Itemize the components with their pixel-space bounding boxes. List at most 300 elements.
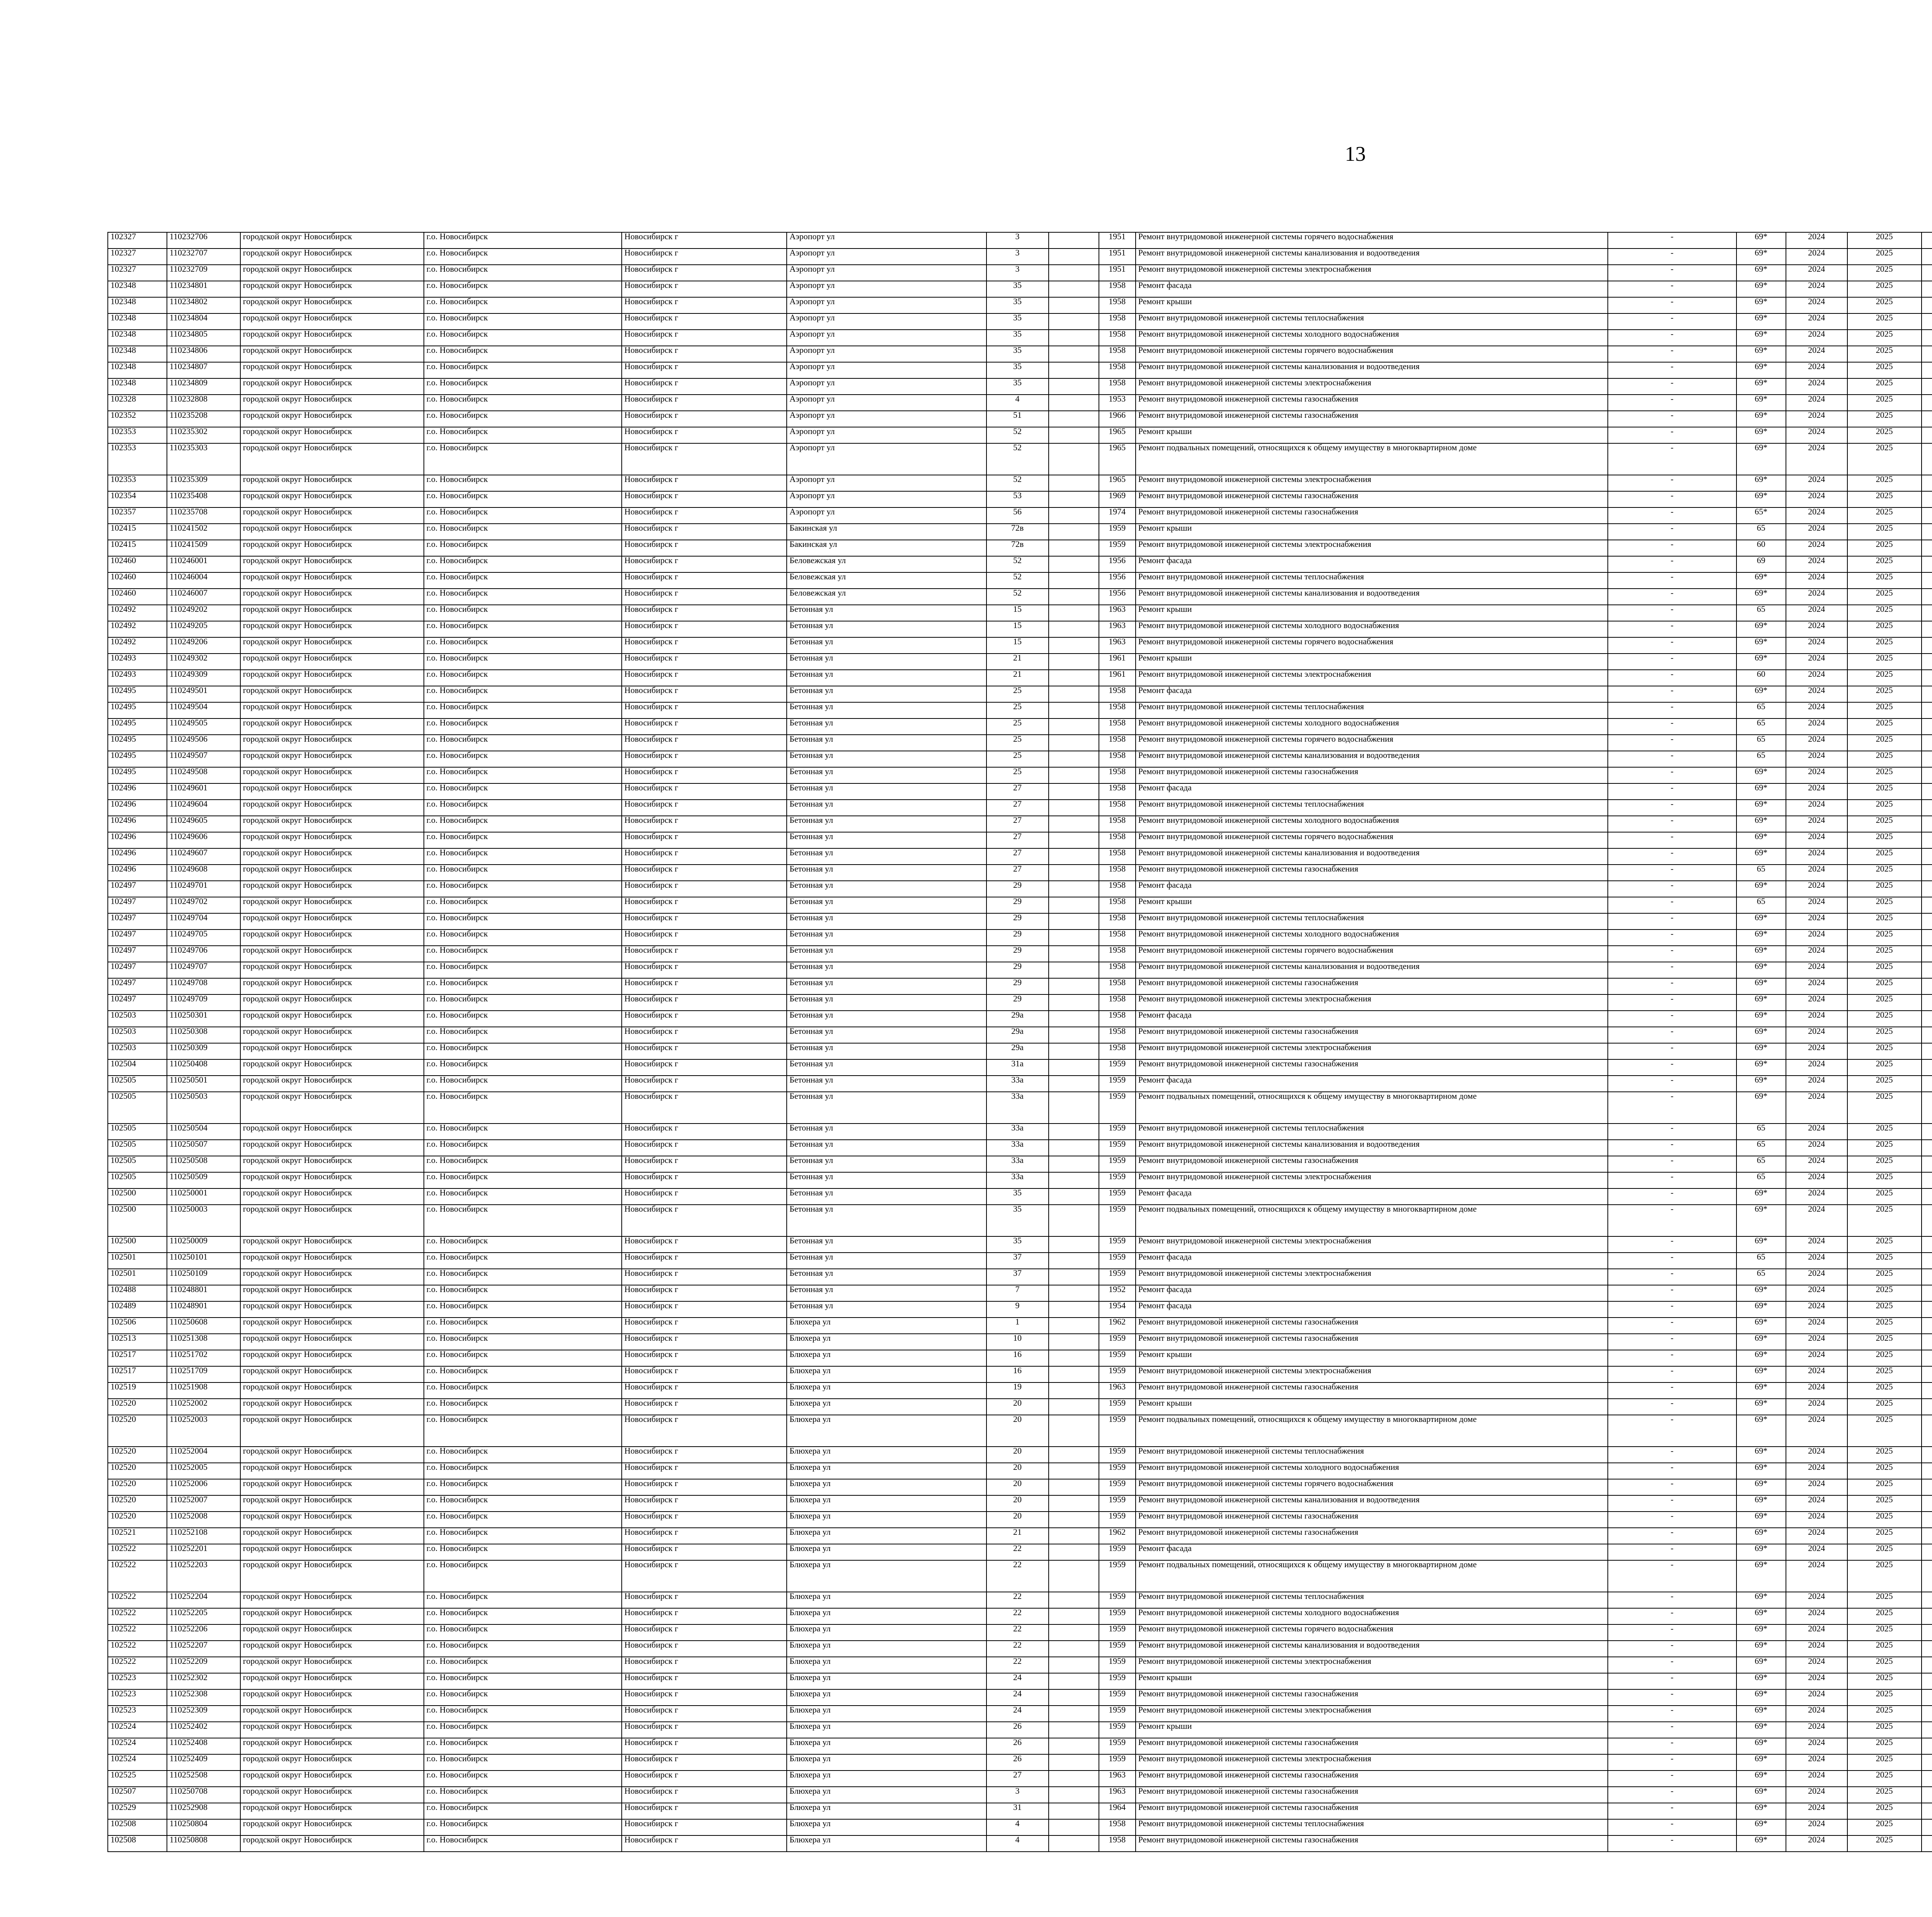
total-cost: [1922, 1269, 1932, 1285]
municipal-district: городской округ Новосибирск: [240, 249, 424, 265]
house-number: 52: [986, 475, 1049, 491]
start-year: 2024: [1786, 865, 1847, 881]
building: [1049, 313, 1099, 330]
house-number: 22: [986, 1641, 1049, 1657]
wear-percent: 69*: [1736, 1495, 1786, 1512]
repair-program-table: [107, 232, 1932, 1852]
start-year: 2024: [1786, 411, 1847, 427]
street: Бетонная ул: [787, 1124, 986, 1140]
house-number: 22: [986, 1608, 1049, 1624]
building: [1049, 1285, 1099, 1301]
build-year: 1958: [1099, 378, 1136, 395]
building: [1049, 1382, 1099, 1399]
start-year: 2024: [1786, 346, 1847, 362]
work-type: Ремонт крыши: [1136, 1673, 1608, 1689]
dash-cell: -: [1608, 1140, 1736, 1156]
build-year: 1959: [1099, 1236, 1136, 1253]
house-number: 20: [986, 1399, 1049, 1415]
house-id: 102497: [108, 930, 167, 946]
build-year: 1959: [1099, 1124, 1136, 1140]
table-row: [108, 1463, 1932, 1479]
work-type: Ремонт внутридомовой инженерной системы газоснабжения: [1136, 1771, 1608, 1787]
end-year: 2025: [1847, 1318, 1922, 1334]
house-number: 25: [986, 702, 1049, 718]
build-year: 1959: [1099, 1641, 1136, 1657]
start-year: 2024: [1786, 1624, 1847, 1641]
end-year: 2025: [1847, 913, 1922, 930]
total-cost: [1922, 249, 1932, 265]
house-id: 102352: [108, 411, 167, 427]
table-row: [108, 735, 1932, 751]
end-year: 2025: [1847, 1301, 1922, 1318]
city: Новосибирск г: [622, 881, 787, 897]
street: Бетонная ул: [787, 881, 986, 897]
total-cost: [1922, 1092, 1932, 1124]
table-row: [108, 1253, 1932, 1269]
wear-percent: 69*: [1736, 783, 1786, 800]
start-year: 2024: [1786, 1754, 1847, 1771]
dash-cell: -: [1608, 978, 1736, 994]
street: Блюхера ул: [787, 1512, 986, 1528]
street: Бетонная ул: [787, 735, 986, 751]
total-cost: [1922, 1835, 1932, 1852]
dash-cell: -: [1608, 1447, 1736, 1463]
dash-cell: -: [1608, 1205, 1736, 1236]
work-type: Ремонт подвальных помещений, относящихся к общему имуществу в многоквартирном доме: [1136, 443, 1608, 475]
house-id: 102517: [108, 1366, 167, 1382]
end-year: 2025: [1847, 1544, 1922, 1560]
city: Новосибирск г: [622, 1689, 787, 1706]
municipal-district: городской округ Новосибирск: [240, 1236, 424, 1253]
work-code: 110252201: [167, 1544, 240, 1560]
city: Новосибирск г: [622, 930, 787, 946]
table-row: [108, 1528, 1932, 1544]
municipal-district: городской округ Новосибирск: [240, 443, 424, 475]
start-year: 2024: [1786, 930, 1847, 946]
work-code: 110249704: [167, 913, 240, 930]
municipal-district: городской округ Новосибирск: [240, 1463, 424, 1479]
city: Новосибирск г: [622, 735, 787, 751]
start-year: 2024: [1786, 881, 1847, 897]
wear-percent: 69*: [1736, 1738, 1786, 1754]
settlement: г.о. Новосибирск: [424, 767, 622, 783]
house-id: 102520: [108, 1447, 167, 1463]
house-id: 102520: [108, 1399, 167, 1415]
municipal-district: городской округ Новосибирск: [240, 913, 424, 930]
building: [1049, 1415, 1099, 1447]
building: [1049, 686, 1099, 702]
total-cost: [1922, 297, 1932, 313]
municipal-district: городской округ Новосибирск: [240, 783, 424, 800]
municipal-district: городской округ Новосибирск: [240, 1092, 424, 1124]
total-cost: [1922, 1479, 1932, 1495]
table-row: [108, 897, 1932, 913]
table-row: [108, 1512, 1932, 1528]
start-year: 2024: [1786, 491, 1847, 507]
municipal-district: городской округ Новосибирск: [240, 1592, 424, 1608]
city: Новосибирск г: [622, 491, 787, 507]
table-body: [108, 232, 1932, 1852]
building: [1049, 1608, 1099, 1624]
total-cost: [1922, 1043, 1932, 1059]
house-number: 21: [986, 670, 1049, 686]
total-cost: [1922, 330, 1932, 346]
start-year: 2024: [1786, 556, 1847, 572]
house-number: 20: [986, 1447, 1049, 1463]
build-year: 1958: [1099, 297, 1136, 313]
end-year: 2025: [1847, 346, 1922, 362]
city: Новосибирск г: [622, 313, 787, 330]
work-code: 110249705: [167, 930, 240, 946]
building: [1049, 1027, 1099, 1043]
settlement: г.о. Новосибирск: [424, 556, 622, 572]
start-year: 2024: [1786, 800, 1847, 816]
total-cost: [1922, 751, 1932, 767]
settlement: г.о. Новосибирск: [424, 865, 622, 881]
total-cost: [1922, 1754, 1932, 1771]
building: [1049, 346, 1099, 362]
end-year: 2025: [1847, 832, 1922, 848]
city: Новосибирск г: [622, 346, 787, 362]
house-id: 102348: [108, 378, 167, 395]
table-row: [108, 1156, 1932, 1172]
work-type: Ремонт крыши: [1136, 427, 1608, 443]
end-year: 2025: [1847, 475, 1922, 491]
municipal-district: городской округ Новосибирск: [240, 524, 424, 540]
municipal-district: городской округ Новосибирск: [240, 605, 424, 621]
work-code: 110252309: [167, 1706, 240, 1722]
work-type: Ремонт внутридомовой инженерной системы газоснабжения: [1136, 491, 1608, 507]
house-id: 102523: [108, 1673, 167, 1689]
work-code: 110250308: [167, 1027, 240, 1043]
table-row: [108, 783, 1932, 800]
dash-cell: -: [1608, 507, 1736, 524]
municipal-district: городской округ Новосибирск: [240, 1479, 424, 1495]
wear-percent: 65: [1736, 1140, 1786, 1156]
start-year: 2024: [1786, 589, 1847, 605]
work-code: 110249302: [167, 654, 240, 670]
building: [1049, 265, 1099, 281]
wear-percent: 69*: [1736, 1754, 1786, 1771]
settlement: г.о. Новосибирск: [424, 832, 622, 848]
table-row: [108, 1738, 1932, 1754]
work-type: Ремонт внутридомовой инженерной системы газоснабжения: [1136, 978, 1608, 994]
street: Блюхера ул: [787, 1835, 986, 1852]
settlement: г.о. Новосибирск: [424, 1722, 622, 1738]
end-year: 2025: [1847, 621, 1922, 637]
dash-cell: -: [1608, 1803, 1736, 1819]
end-year: 2025: [1847, 524, 1922, 540]
settlement: г.о. Новосибирск: [424, 816, 622, 832]
dash-cell: -: [1608, 1771, 1736, 1787]
street: Аэропорт ул: [787, 265, 986, 281]
end-year: 2025: [1847, 1641, 1922, 1657]
work-type: Ремонт внутридомовой инженерной системы газоснабжения: [1136, 1738, 1608, 1754]
house-id: 102505: [108, 1092, 167, 1124]
end-year: 2025: [1847, 1706, 1922, 1722]
end-year: 2025: [1847, 1657, 1922, 1673]
house-number: 25: [986, 751, 1049, 767]
settlement: г.о. Новосибирск: [424, 297, 622, 313]
house-number: 52: [986, 443, 1049, 475]
building: [1049, 1205, 1099, 1236]
end-year: 2025: [1847, 1528, 1922, 1544]
building: [1049, 443, 1099, 475]
end-year: 2025: [1847, 897, 1922, 913]
total-cost: [1922, 1512, 1932, 1528]
start-year: 2024: [1786, 1657, 1847, 1673]
street: Блюхера ул: [787, 1544, 986, 1560]
total-cost: [1922, 718, 1932, 735]
work-code: 110248801: [167, 1285, 240, 1301]
table-row: [108, 1076, 1932, 1092]
wear-percent: 69*: [1736, 1236, 1786, 1253]
start-year: 2024: [1786, 1544, 1847, 1560]
street: Блюхера ул: [787, 1624, 986, 1641]
work-type: Ремонт фасада: [1136, 281, 1608, 297]
work-type: Ремонт внутридомовой инженерной системы канализования и водоотведения: [1136, 589, 1608, 605]
settlement: г.о. Новосибирск: [424, 751, 622, 767]
wear-percent: 65: [1736, 1269, 1786, 1285]
dash-cell: -: [1608, 735, 1736, 751]
street: Блюхера ул: [787, 1787, 986, 1803]
end-year: 2025: [1847, 865, 1922, 881]
end-year: 2025: [1847, 767, 1922, 783]
building: [1049, 1236, 1099, 1253]
house-number: 24: [986, 1673, 1049, 1689]
start-year: 2024: [1786, 621, 1847, 637]
build-year: 1959: [1099, 1269, 1136, 1285]
street: Блюхера ул: [787, 1528, 986, 1544]
house-id: 102505: [108, 1156, 167, 1172]
end-year: 2025: [1847, 654, 1922, 670]
wear-percent: 69*: [1736, 881, 1786, 897]
work-type: Ремонт внутридомовой инженерной системы газоснабжения: [1136, 1382, 1608, 1399]
total-cost: [1922, 1285, 1932, 1301]
work-code: 110249206: [167, 637, 240, 654]
dash-cell: -: [1608, 865, 1736, 881]
settlement: г.о. Новосибирск: [424, 1092, 622, 1124]
wear-percent: 69*: [1736, 572, 1786, 589]
city: Новосибирск г: [622, 1463, 787, 1479]
wear-percent: 69*: [1736, 297, 1786, 313]
house-number: 29а: [986, 1043, 1049, 1059]
house-id: 102520: [108, 1512, 167, 1528]
total-cost: [1922, 1641, 1932, 1657]
build-year: 1961: [1099, 654, 1136, 670]
dash-cell: -: [1608, 232, 1736, 249]
start-year: 2024: [1786, 637, 1847, 654]
building: [1049, 1366, 1099, 1382]
house-number: 27: [986, 865, 1049, 881]
building: [1049, 1835, 1099, 1852]
building: [1049, 1318, 1099, 1334]
city: Новосибирск г: [622, 897, 787, 913]
end-year: 2025: [1847, 1350, 1922, 1366]
wear-percent: 65: [1736, 1172, 1786, 1188]
end-year: 2025: [1847, 1803, 1922, 1819]
street: Бетонная ул: [787, 865, 986, 881]
build-year: 1959: [1099, 1092, 1136, 1124]
end-year: 2025: [1847, 1463, 1922, 1479]
build-year: 1953: [1099, 395, 1136, 411]
settlement: г.о. Новосибирск: [424, 1706, 622, 1722]
work-type: Ремонт фасада: [1136, 1253, 1608, 1269]
total-cost: [1922, 783, 1932, 800]
street: Бетонная ул: [787, 1011, 986, 1027]
building: [1049, 962, 1099, 978]
settlement: г.о. Новосибирск: [424, 1285, 622, 1301]
table-row: [108, 978, 1932, 994]
house-number: 4: [986, 1835, 1049, 1852]
work-type: Ремонт внутридомовой инженерной системы холодного водоснабжения: [1136, 1608, 1608, 1624]
table-row: [108, 265, 1932, 281]
total-cost: [1922, 621, 1932, 637]
settlement: г.о. Новосибирск: [424, 1689, 622, 1706]
start-year: 2024: [1786, 1318, 1847, 1334]
municipal-district: городской округ Новосибирск: [240, 1350, 424, 1366]
work-type: Ремонт внутридомовой инженерной системы газоснабжения: [1136, 1528, 1608, 1544]
dash-cell: -: [1608, 249, 1736, 265]
building: [1049, 589, 1099, 605]
work-code: 110250509: [167, 1172, 240, 1188]
city: Новосибирск г: [622, 1624, 787, 1641]
city: Новосибирск г: [622, 1787, 787, 1803]
city: Новосибирск г: [622, 507, 787, 524]
settlement: г.о. Новосибирск: [424, 1738, 622, 1754]
house-number: 35: [986, 378, 1049, 395]
end-year: 2025: [1847, 1447, 1922, 1463]
work-code: 110250009: [167, 1236, 240, 1253]
build-year: 1958: [1099, 800, 1136, 816]
table-row: [108, 1673, 1932, 1689]
building: [1049, 1092, 1099, 1124]
house-id: 102513: [108, 1334, 167, 1350]
total-cost: [1922, 1787, 1932, 1803]
house-number: 27: [986, 1771, 1049, 1787]
wear-percent: 69*: [1736, 1205, 1786, 1236]
work-code: 110250508: [167, 1156, 240, 1172]
house-id: 102348: [108, 362, 167, 378]
total-cost: [1922, 1819, 1932, 1835]
house-id: 102521: [108, 1528, 167, 1544]
settlement: г.о. Новосибирск: [424, 330, 622, 346]
build-year: 1958: [1099, 865, 1136, 881]
start-year: 2024: [1786, 1608, 1847, 1624]
house-id: 102522: [108, 1560, 167, 1592]
start-year: 2024: [1786, 735, 1847, 751]
total-cost: [1922, 1592, 1932, 1608]
work-code: 110234807: [167, 362, 240, 378]
end-year: 2025: [1847, 1754, 1922, 1771]
building: [1049, 1528, 1099, 1544]
start-year: 2024: [1786, 265, 1847, 281]
house-number: 26: [986, 1722, 1049, 1738]
table-row: [108, 507, 1932, 524]
settlement: г.о. Новосибирск: [424, 1447, 622, 1463]
settlement: г.о. Новосибирск: [424, 1673, 622, 1689]
start-year: 2024: [1786, 1803, 1847, 1819]
municipal-district: городской округ Новосибирск: [240, 362, 424, 378]
table-row: [108, 767, 1932, 783]
total-cost: [1922, 395, 1932, 411]
wear-percent: 69*: [1736, 1592, 1786, 1608]
dash-cell: -: [1608, 816, 1736, 832]
start-year: 2024: [1786, 313, 1847, 330]
municipal-district: городской округ Новосибирск: [240, 686, 424, 702]
building: [1049, 654, 1099, 670]
wear-percent: 69*: [1736, 411, 1786, 427]
build-year: 1958: [1099, 848, 1136, 865]
municipal-district: городской округ Новосибирск: [240, 946, 424, 962]
end-year: 2025: [1847, 1479, 1922, 1495]
municipal-district: городской округ Новосибирск: [240, 702, 424, 718]
house-number: 20: [986, 1415, 1049, 1447]
build-year: 1959: [1099, 1689, 1136, 1706]
house-id: 102328: [108, 395, 167, 411]
settlement: г.о. Новосибирск: [424, 1771, 622, 1787]
wear-percent: 60: [1736, 670, 1786, 686]
house-number: 4: [986, 395, 1049, 411]
building: [1049, 1124, 1099, 1140]
work-code: 110252908: [167, 1803, 240, 1819]
dash-cell: -: [1608, 1027, 1736, 1043]
wear-percent: 69*: [1736, 994, 1786, 1011]
house-number: 22: [986, 1544, 1049, 1560]
build-year: 1958: [1099, 1835, 1136, 1852]
house-id: 102496: [108, 865, 167, 881]
street: Бетонная ул: [787, 1188, 986, 1205]
street: Бетонная ул: [787, 1205, 986, 1236]
settlement: г.о. Новосибирск: [424, 800, 622, 816]
house-number: 29: [986, 930, 1049, 946]
start-year: 2024: [1786, 572, 1847, 589]
street: Блюхера ул: [787, 1479, 986, 1495]
start-year: 2024: [1786, 978, 1847, 994]
table-row: [108, 491, 1932, 507]
wear-percent: 69*: [1736, 281, 1786, 297]
dash-cell: -: [1608, 572, 1736, 589]
street: Блюхера ул: [787, 1657, 986, 1673]
building: [1049, 1738, 1099, 1754]
settlement: г.о. Новосибирск: [424, 1334, 622, 1350]
work-code: 110252206: [167, 1624, 240, 1641]
settlement: г.о. Новосибирск: [424, 1479, 622, 1495]
municipal-district: городской округ Новосибирск: [240, 507, 424, 524]
total-cost: [1922, 362, 1932, 378]
end-year: 2025: [1847, 1415, 1922, 1447]
municipal-district: городской округ Новосибирск: [240, 865, 424, 881]
wear-percent: 69*: [1736, 1560, 1786, 1592]
house-id: 102519: [108, 1382, 167, 1399]
table-row: [108, 1188, 1932, 1205]
municipal-district: городской округ Новосибирск: [240, 232, 424, 249]
settlement: г.о. Новосибирск: [424, 411, 622, 427]
work-type: Ремонт фасада: [1136, 1011, 1608, 1027]
end-year: 2025: [1847, 362, 1922, 378]
work-type: Ремонт внутридомовой инженерной системы газоснабжения: [1136, 767, 1608, 783]
start-year: 2024: [1786, 475, 1847, 491]
dash-cell: -: [1608, 1819, 1736, 1835]
total-cost: [1922, 1560, 1932, 1592]
start-year: 2024: [1786, 1285, 1847, 1301]
street: Аэропорт ул: [787, 395, 986, 411]
street: Блюхера ул: [787, 1463, 986, 1479]
street: Блюхера ул: [787, 1399, 986, 1415]
wear-percent: 69*: [1736, 1463, 1786, 1479]
municipal-district: городской округ Новосибирск: [240, 1140, 424, 1156]
wear-percent: 69*: [1736, 1657, 1786, 1673]
